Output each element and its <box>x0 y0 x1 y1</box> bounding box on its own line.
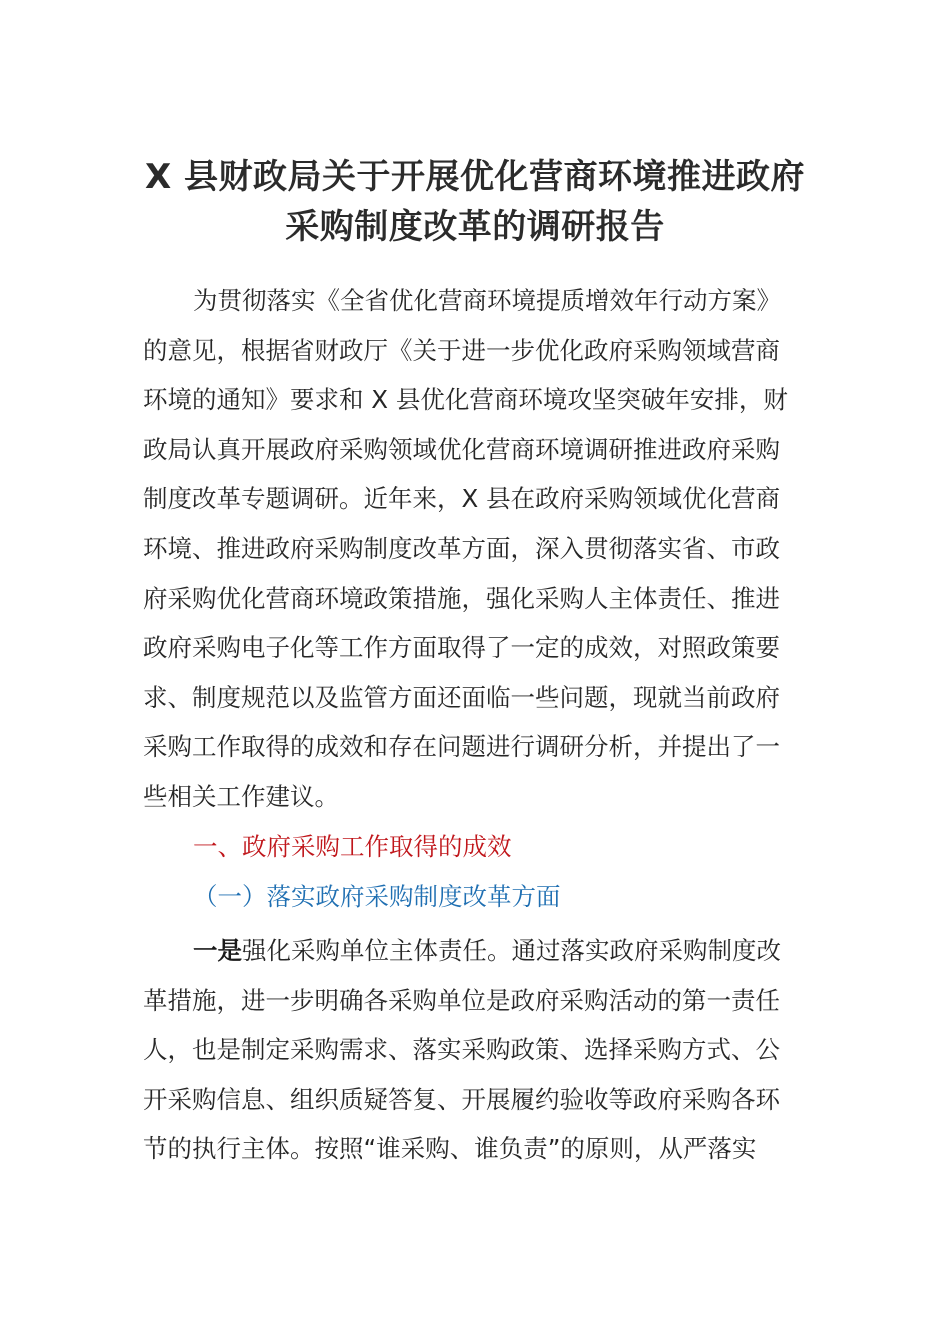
intro-line: 的意见，根据省财政厅《关于进一步优化政府采购领域营商 <box>143 335 780 365</box>
intro-line: 环境的通知》要求和 X 县优化营商环境攻坚突破年安排，财 <box>143 385 788 415</box>
intro-line: 制度改革专题调研。近年来，X 县在政府采购领域优化营商 <box>143 484 781 514</box>
intro-line: 政府采购电子化等工作方面取得了一定的成效，对照政策要 <box>143 633 780 663</box>
section-heading-1: 一、政府采购工作取得的成效 <box>193 832 512 861</box>
section-line <box>143 926 813 976</box>
document-title-line-2: 采购制度改革的调研报告 <box>285 207 665 247</box>
intro-line: 政局认真开展政府采购领域优化营商环境调研推进政府采购 <box>143 434 780 464</box>
section-line: 节的执行主体。按照“谁采购、谁负责”的原则，从严落实 <box>143 1134 757 1164</box>
intro-line: 些相关工作建议。 <box>143 781 339 811</box>
subsection-heading-1: （一）落实政府采购制度改革方面 <box>193 882 561 911</box>
intro-line: 府采购优化营商环境政策措施，强化采购人主体责任、推进 <box>143 583 780 613</box>
section-line-text: 强化采购单位主体责任。通过落实政府采购制度改 <box>242 936 781 965</box>
section-line: 革措施，进一步明确各采购单位是政府采购活动的第一责任 <box>143 985 780 1015</box>
intro-line: 为贯彻落实《全省优化营商环境提质增效年行动方案》 <box>193 286 781 315</box>
section-line: 开采购信息、组织质疑答复、开展履约验收等政府采购各环 <box>143 1084 780 1114</box>
intro-line: 采购工作取得的成效和存在问题进行调研分析，并提出了一 <box>143 732 780 762</box>
section-line: 人，也是制定采购需求、落实采购政策、选择采购方式、公 <box>143 1035 780 1065</box>
lead-label: 一是 <box>193 936 242 965</box>
document-title-line-1: X 县财政局关于开展优化营商环境推进政府 <box>144 157 806 197</box>
intro-paragraph <box>143 276 813 822</box>
intro-line: 求、制度规范以及监管方面还面临一些问题，现就当前政府 <box>143 682 780 712</box>
intro-line: 环境、推进政府采购制度改革方面，深入贯彻落实省、市政 <box>143 533 780 563</box>
section-paragraph <box>143 926 813 1174</box>
